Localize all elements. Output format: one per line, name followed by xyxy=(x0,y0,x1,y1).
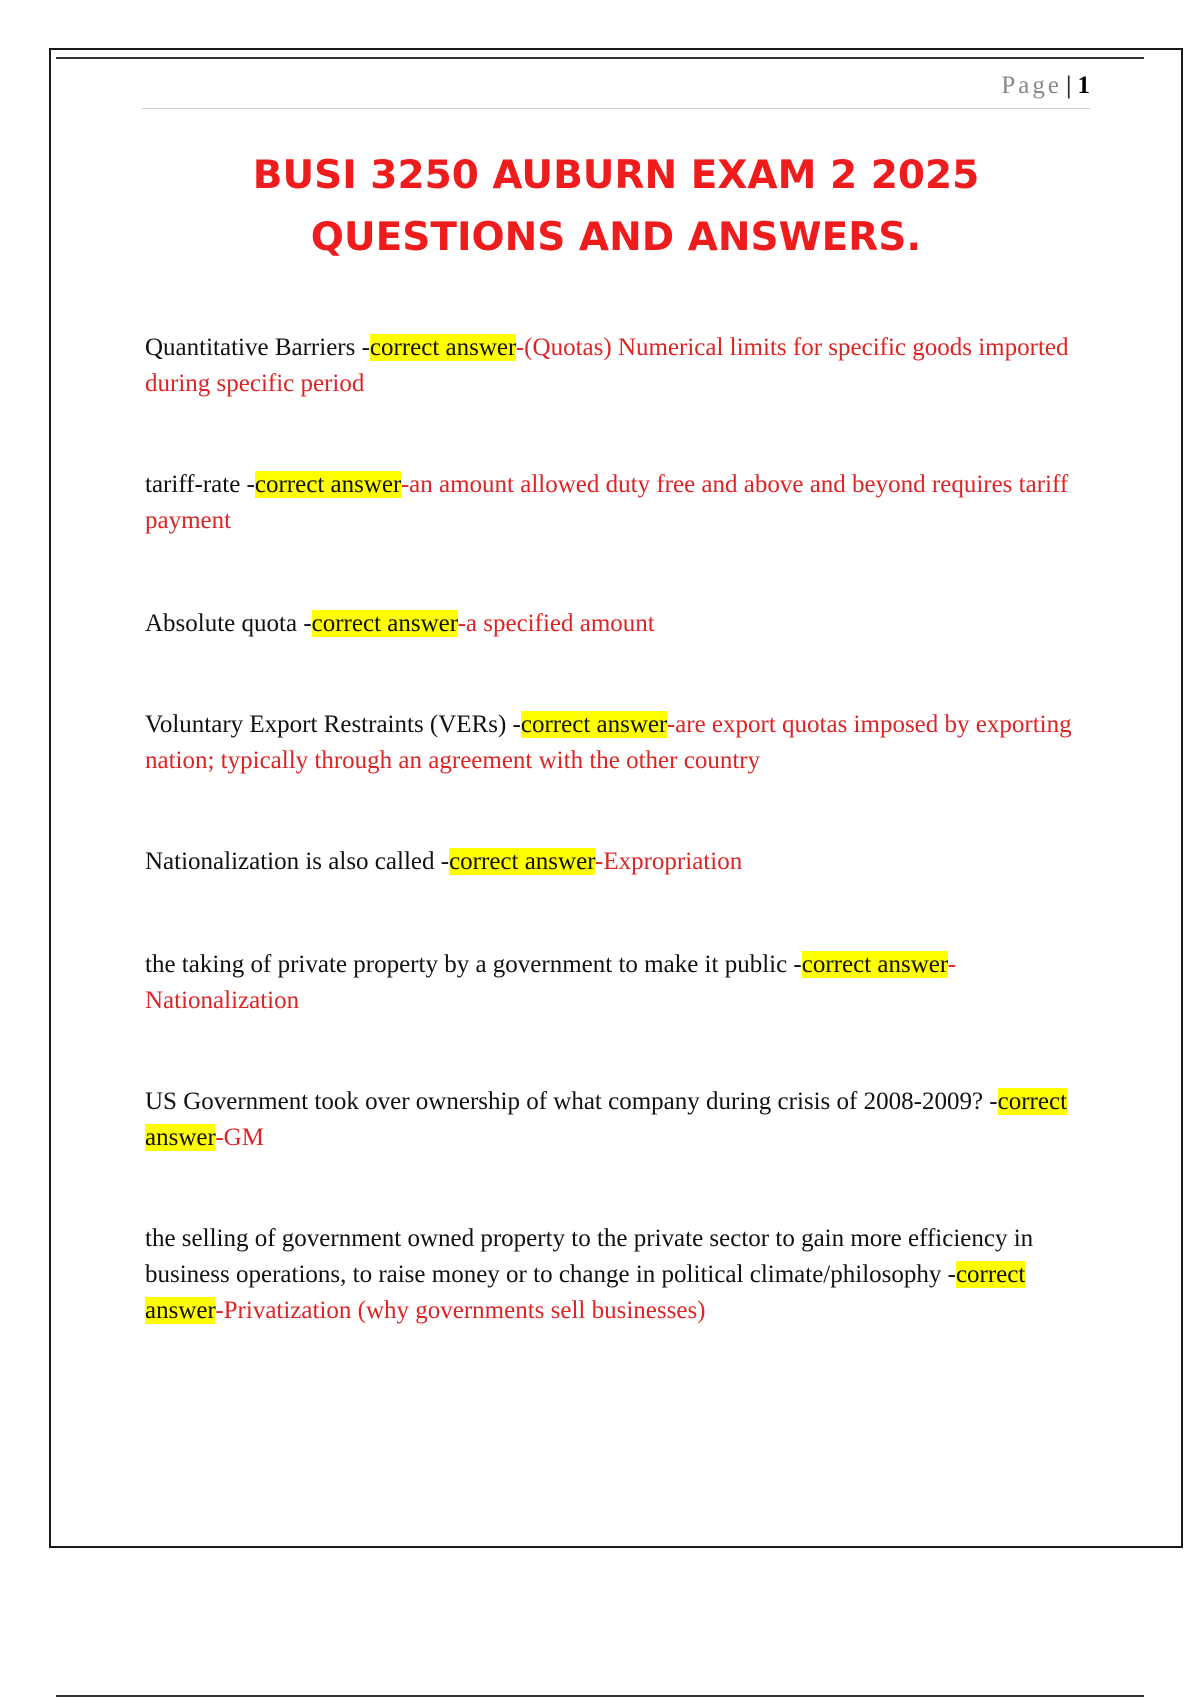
qa-question: Voluntary Export Restraints (VERs) - xyxy=(145,711,521,738)
qa-answer: -Privatization (why governments sell businesses) xyxy=(215,1297,706,1324)
qa-item xyxy=(145,467,1090,539)
qa-item xyxy=(145,330,1090,402)
qa-item xyxy=(145,1084,1090,1156)
page-header xyxy=(142,72,1090,109)
correct-answer-marker: correct answer xyxy=(254,471,401,498)
qa-question: the selling of government owned property to the private sector to gain more efficiency in business operations, to raise money or to change in political climate/philosophy - xyxy=(145,1225,1034,1288)
page-separator: | xyxy=(1065,72,1072,99)
qa-question: Absolute quota - xyxy=(145,610,312,637)
page-number: 1 xyxy=(1077,72,1090,99)
qa-answer: -(Quotas) Numerical limits for specific goods imported during specific period xyxy=(145,334,1069,397)
qa-answer: -an amount allowed duty free and above and beyond requires tariff payment xyxy=(145,471,1069,534)
qa-item xyxy=(145,606,1090,642)
correct-answer-marker: correct answer xyxy=(145,1088,1068,1151)
qa-answer: -Nationalization xyxy=(145,951,957,1014)
qa-question: US Government took over ownership of what company during crisis of 2008-2009? - xyxy=(145,1088,998,1115)
qa-item xyxy=(145,707,1090,779)
correct-answer-marker: correct answer xyxy=(449,848,596,875)
correct-answer-marker: correct answer xyxy=(369,334,516,361)
qa-question: tariff-rate - xyxy=(145,471,255,498)
title-line-1: BUSI 3250 AUBURN EXAM 2 2025 xyxy=(252,153,980,198)
correct-answer-marker: correct answer xyxy=(145,1261,1026,1324)
bottom-rule xyxy=(56,1695,1144,1697)
qa-question: Nationalization is also called - xyxy=(145,848,450,875)
correct-answer-marker: correct answer xyxy=(520,711,667,738)
qa-answer: -a specified amount xyxy=(457,610,655,637)
page-label: Page xyxy=(1001,72,1062,99)
qa-item xyxy=(145,947,1090,1019)
qa-answer: -are export quotas imposed by exporting nation; typically through an agreement with the other country xyxy=(145,711,1072,774)
correct-answer-marker: correct answer xyxy=(311,610,458,637)
document-title xyxy=(142,145,1090,269)
qa-item xyxy=(145,844,1090,880)
correct-answer-marker: correct answer xyxy=(801,951,948,978)
qa-item xyxy=(145,1221,1090,1329)
top-rule xyxy=(56,57,1144,59)
qa-question: the taking of private property by a government to make it public - xyxy=(145,951,802,978)
qa-answer: -GM xyxy=(215,1124,264,1151)
qa-question: Quantitative Barriers - xyxy=(145,334,370,361)
title-line-2: QUESTIONS AND ANSWERS. xyxy=(310,215,922,260)
qa-answer: -Expropriation xyxy=(595,848,743,875)
